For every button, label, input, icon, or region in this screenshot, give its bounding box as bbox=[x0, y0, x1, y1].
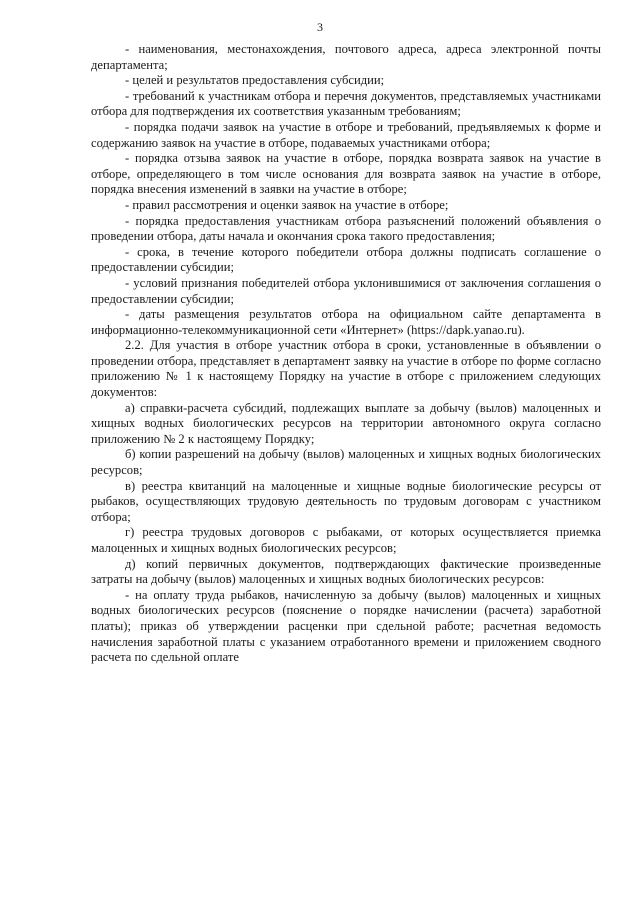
item-g-contracts-register: г) реестра трудовых договоров с рыбаками, от которых осуществляется приемка малоценных и хищных водных биологических ресурсов; bbox=[91, 525, 601, 555]
item-d-wages: - на оплату труда рыбаков, начисленную за добычу (вылов) малоценных и хищных водных биологических ресурсов (пояснение о порядке начислении (расчета) заработной платы); приказ об утверждении расценки при сдельной работе; расчетная ведомость начисления заработной платы с указанием отработанного времени и приложением сводного расчета по сдельной оплате bbox=[91, 587, 601, 665]
item-b-permits: б) копии разрешений на добычу (вылов) малоценных и хищных водных биологических ресурсов; bbox=[91, 447, 601, 478]
page-number: 3 bbox=[317, 20, 323, 34]
item-a-calculation: а) справки-расчета субсидий, подлежащих выплате за добычу (вылов) малоценных и хищных водных биологических ресурсов на территории автономного округа согласно приложению № 2 к настоящему Порядку; bbox=[91, 400, 601, 446]
list-item-withdrawal-procedure: - порядка отзыва заявок на участие в отборе, порядка возврата заявок на участие в отборе, определяющего в том числе основания для возврата заявок на участие в отборе, порядка внесения изменений в заявки на участие в отборе; bbox=[91, 151, 601, 197]
list-item-submission-procedure: - порядка подачи заявок на участие в отборе и требований, предъявляемых к форме и содержанию заявок на участие в отборе, подаваемых участниками отбора; bbox=[91, 119, 601, 150]
list-item-review-rules: - правил рассмотрения и оценки заявок на участие в отборе; bbox=[125, 197, 449, 212]
list-item-evasion-conditions: - условий признания победителей отбора уклонившимися от заключения соглашения о предоставлении субсидии; bbox=[91, 275, 601, 306]
list-item-requirements: - требований к участникам отбора и перечня документов, представляемых участниками отбора для подтверждения их соответствия указанным требованиям; bbox=[91, 88, 601, 119]
list-item-signing-deadline: - срока, в течение которого победители отбора должны подписать соглашение о предоставлении субсидии; bbox=[91, 244, 601, 275]
list-item-department-address: - наименования, местонахождения, почтового адреса, адреса электронной почты департамента; bbox=[91, 42, 601, 72]
item-v-receipts-register: в) реестра квитанций на малоценные и хищные водные биологические ресурсы от рыбаков, осуществляющих трудовую деятельность по трудовым договорам с участником отбора; bbox=[91, 478, 601, 524]
list-item-results-publication: - даты размещения результатов отбора на официальном сайте департамента в информационно-телекоммуникационной сети «Интернет» (https://dapk.yanao.ru). bbox=[91, 307, 601, 337]
list-item-goals: - целей и результатов предоставления субсидии; bbox=[125, 73, 385, 88]
document-body bbox=[91, 42, 601, 666]
item-d-primary-documents: д) копий первичных документов, подтверждающих фактические произведенные затраты на добычу (вылов) малоценных и хищных водных биологических ресурсов: bbox=[91, 556, 601, 587]
list-item-clarifications: - порядка предоставления участникам отбора разъяснений положений объявления о проведении отбора, даты начала и окончания срока такого предоставления; bbox=[91, 213, 601, 244]
section-2-2-paragraph: 2.2. Для участия в отборе участник отбора в сроки, установленные в объявлении о проведении отбора, представляет в департамент заявку на участие в отборе по форме согласно приложению № 1 к настоящему Порядку на участие в отборе с приложением следующих документов: bbox=[91, 338, 601, 400]
